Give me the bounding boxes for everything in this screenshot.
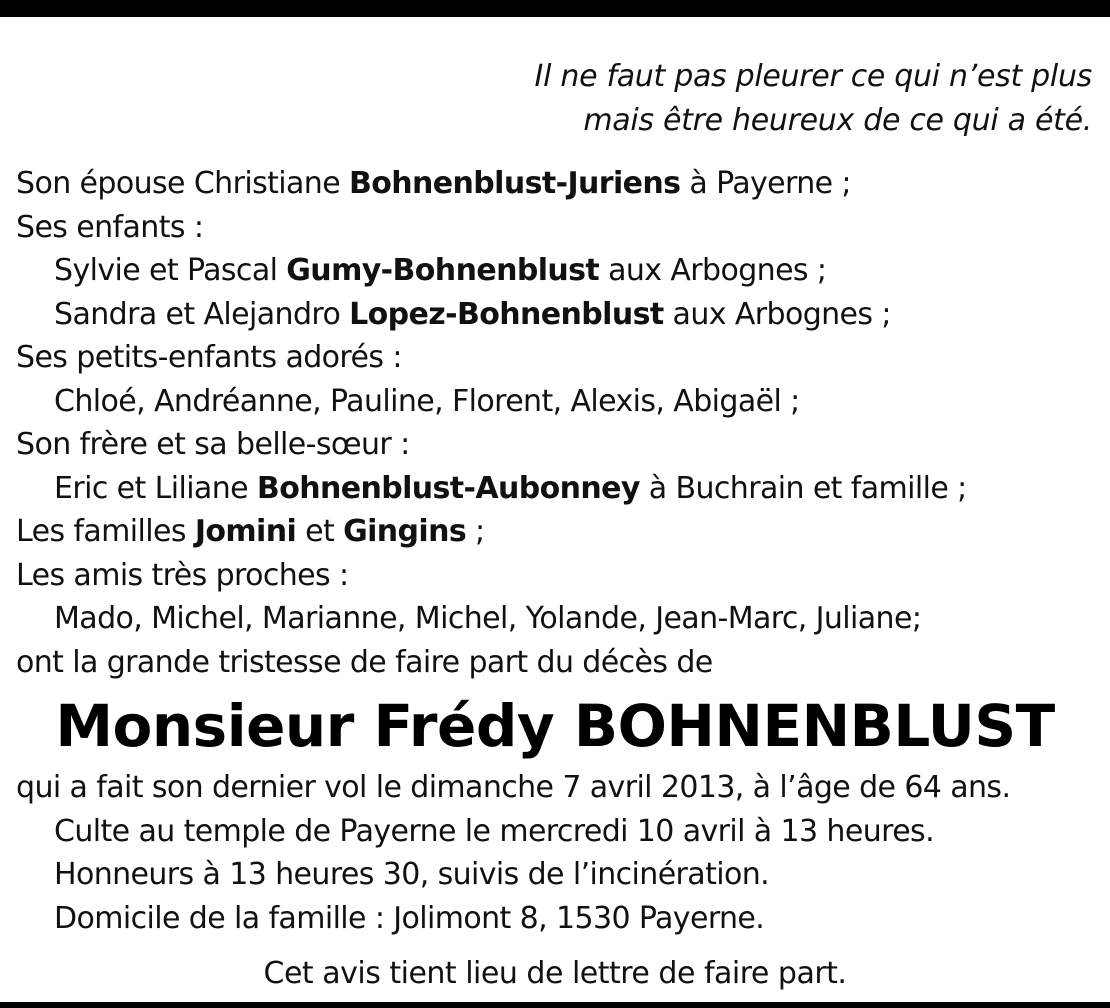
- family-name: Jomini: [194, 514, 297, 549]
- child-surname: Gumy-Bohnenblust: [286, 253, 600, 288]
- children-heading: Ses enfants :: [16, 209, 204, 245]
- spouse-surname: Bohnenblust-Juriens: [349, 166, 681, 201]
- child-suffix: aux Arbognes ;: [599, 253, 827, 288]
- child-line: [16, 293, 1101, 337]
- epigraph-line: mais être heureux de ce qui a été.: [583, 103, 1092, 138]
- death-line: qui a fait son dernier vol le dimanche 7 avril 2013, à l’âge de 64 ans.: [16, 770, 1011, 805]
- bottom-border-rule: [0, 1002, 1110, 1008]
- child-surname: Lopez-Bohnenblust: [349, 296, 664, 332]
- sibling-line: [16, 467, 1101, 511]
- families-conjunction: et: [296, 514, 344, 549]
- top-border-rule: [0, 0, 1110, 17]
- child-prefix: Sandra et Alejandro: [54, 296, 350, 332]
- service-line: Culte au temple de Payerne le mercredi 10 avril à 13 heures.: [54, 813, 935, 849]
- family-list: [16, 162, 1101, 684]
- friends-names: Mado, Michel, Marianne, Michel, Yolande, Jean-Marc, Juliane;: [54, 601, 922, 636]
- deceased-name: Monsieur Frédy BOHNENBLUST: [55, 692, 1055, 760]
- families-line: [16, 510, 1101, 554]
- spouse-prefix: Son épouse Christiane: [16, 166, 349, 201]
- death-details: [16, 766, 1101, 940]
- sibling-suffix: à Buchrain et famille ;: [639, 470, 967, 506]
- epigraph-quote: [535, 55, 1092, 143]
- child-suffix: aux Arbognes ;: [663, 296, 891, 332]
- grandchildren-heading: Ses petits-enfants adorés :: [16, 340, 402, 375]
- sibling-surname: Bohnenblust-Aubonney: [256, 470, 640, 506]
- sibling-heading: Son frère et sa belle-sœur :: [16, 427, 410, 462]
- spouse-line: [16, 162, 1101, 206]
- announcement-line: ont la grande tristesse de faire part du décès de: [16, 644, 713, 680]
- spouse-suffix: à Payerne ;: [680, 166, 851, 201]
- footer-note: Cet avis tient lieu de lettre de faire part.: [263, 956, 847, 991]
- grandchildren-names: Chloé, Andréanne, Pauline, Florent, Alexis, Abigaël ;: [54, 383, 800, 419]
- honours-line: Honneurs à 13 heures 30, suivis de l’incinération.: [54, 857, 770, 892]
- friends-heading: Les amis très proches :: [16, 557, 349, 593]
- child-prefix: Sylvie et Pascal: [54, 253, 287, 288]
- epigraph-line: Il ne faut pas pleurer ce qui n’est plus: [534, 59, 1092, 94]
- child-line: [16, 249, 1101, 293]
- address-line: Domicile de la famille : Jolimont 8, 1530 Payerne.: [54, 900, 765, 936]
- families-suffix: ;: [466, 514, 485, 549]
- sibling-prefix: Eric et Liliane: [54, 470, 257, 506]
- family-name: Gingins: [343, 514, 467, 549]
- families-prefix: Les familles: [16, 514, 195, 549]
